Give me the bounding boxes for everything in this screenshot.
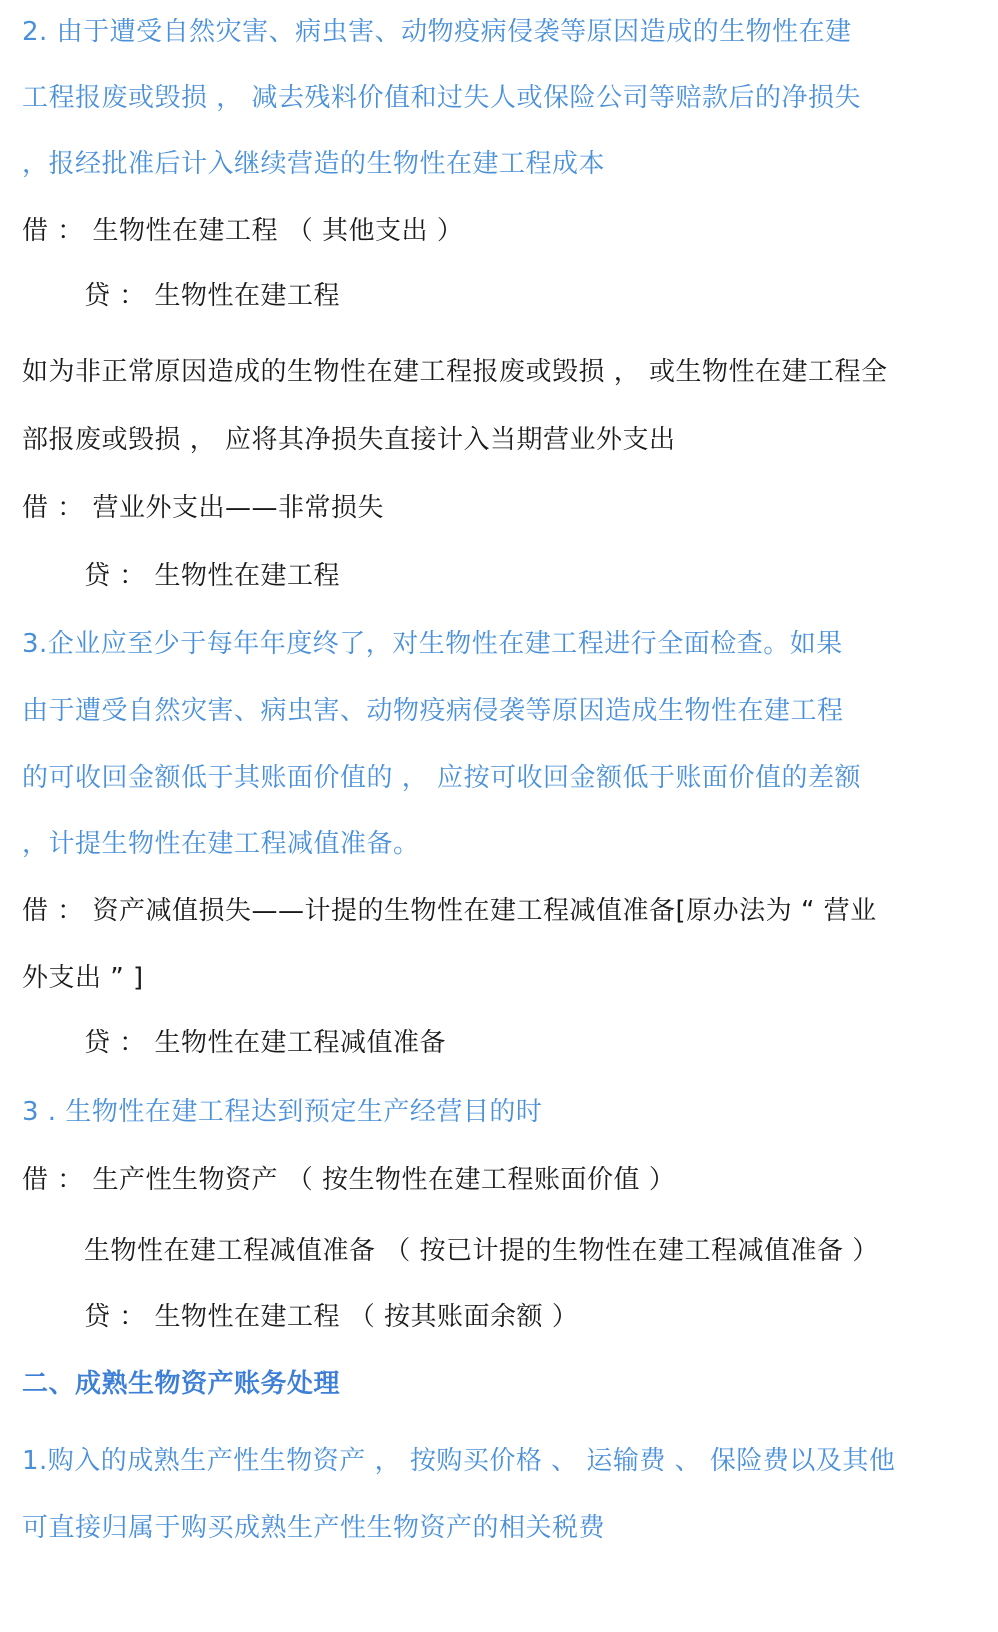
entry-credit-4: 贷 ： 生物性在建工程 （ 按其账面余额 ） [84, 1302, 579, 1332]
entry-debit-1: 借 ： 生物性在建工程 （ 其他支出 ） [22, 216, 464, 246]
entry-debit-3-line-1: 借 ： 资产减值损失——计提的生物性在建工程减值准备[原办法为 “ 营业 [22, 896, 877, 926]
para-2-line-2: 工程报废或毁损 ， 减去残料价值和过失人或保险公司等赔款后的净损失 [22, 83, 862, 113]
para-2-line-1: 2. 由于遭受自然灾害、病虫害、动物疫病侵袭等原因造成的生物性在建 [22, 17, 852, 47]
entry-debit-2: 借 ： 营业外支出——非常损失 [22, 493, 385, 523]
para-mature-line-2: 可直接归属于购买成熟生产性生物资产的相关税费 [22, 1513, 606, 1543]
para-2-line-3: ，报经批准后计入继续营造的生物性在建工程成本 [22, 149, 606, 179]
para-3-line-4: ，计提生物性在建工程减值准备。 [22, 829, 420, 859]
entry-debit-4: 借 ： 生产性生物资产 （ 按生物性在建工程账面价值 ） [22, 1165, 676, 1195]
entry-credit-3: 贷 ： 生物性在建工程减值准备 [84, 1028, 447, 1058]
entry-credit-1: 贷 ： 生物性在建工程 [84, 281, 341, 311]
abnormal-line-2: 部报废或毁损 ， 应将其净损失直接计入当期营业外支出 [22, 425, 676, 455]
abnormal-line-1: 如为非正常原因造成的生物性在建工程报废或毁损 ， 或生物性在建工程全 [22, 357, 888, 387]
para-3-line-1: 3.企业应至少于每年年度终了，对生物性在建工程进行全面检查。如果 [22, 629, 843, 659]
entry-credit-2: 贷 ： 生物性在建工程 [84, 561, 341, 591]
section-heading: 二、成熟生物资产账务处理 [22, 1369, 341, 1399]
entry-debit-4-sub: 生物性在建工程减值准备 （ 按已计提的生物性在建工程减值准备 ） [84, 1236, 879, 1266]
para-3b-title: 3 . 生物性在建工程达到预定生产经营目的时 [22, 1097, 543, 1127]
para-3-line-2: 由于遭受自然灾害、病虫害、动物疫病侵袭等原因造成生物性在建工程 [22, 696, 844, 726]
para-3-line-3: 的可收回金额低于其账面价值的 ， 应按可收回金额低于账面价值的差额 [22, 763, 862, 793]
entry-debit-3-line-2: 外支出 ” ] [22, 963, 144, 993]
para-mature-line-1: 1.购入的成熟生产性生物资产 ， 按购买价格 、 运输费 、 保险费以及其他 [22, 1446, 896, 1476]
